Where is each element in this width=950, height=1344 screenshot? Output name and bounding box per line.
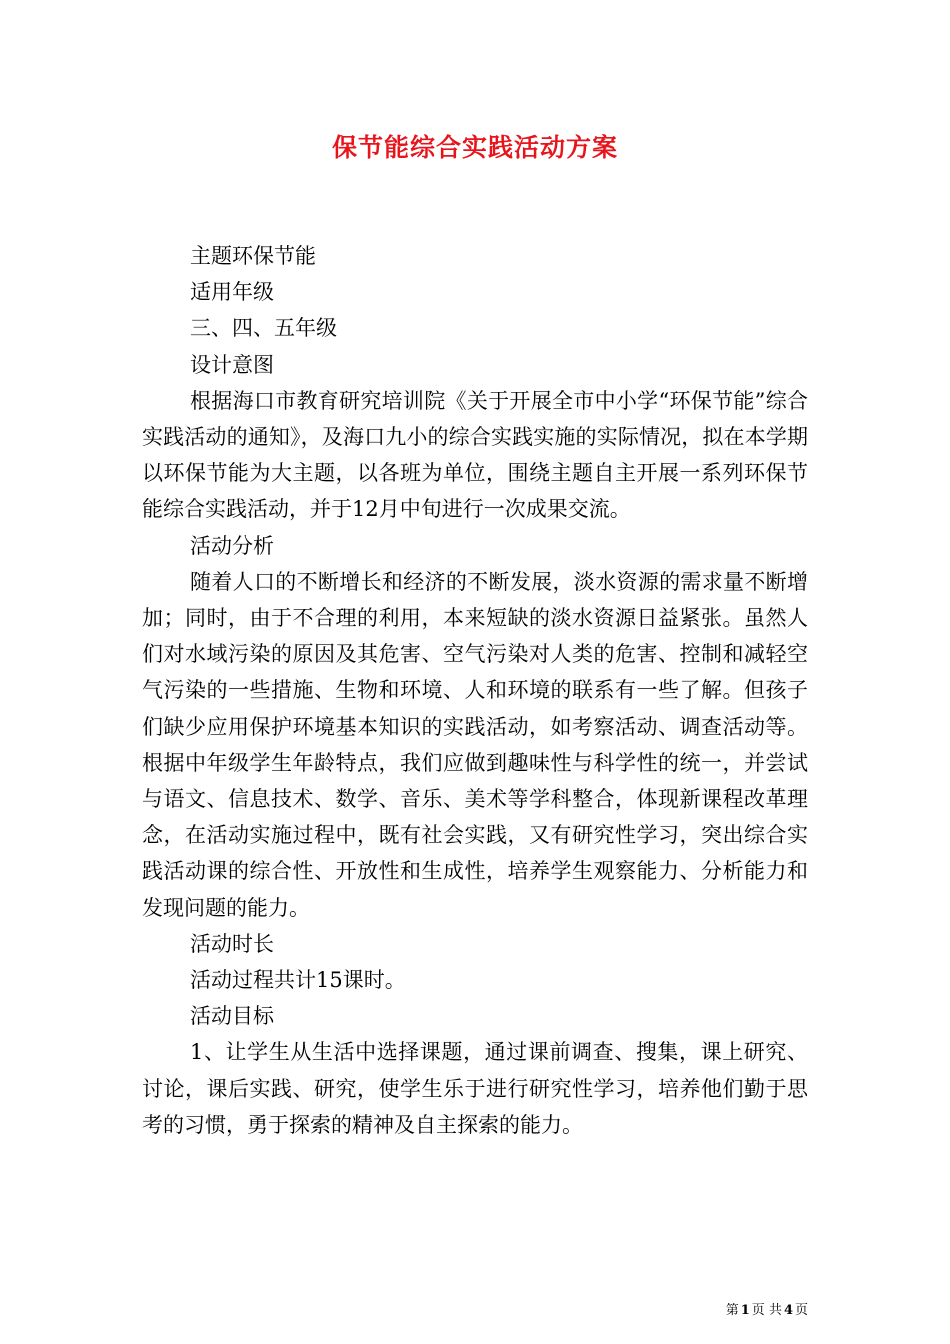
paragraph-duration-heading: 活动时长 (190, 931, 274, 956)
paragraph-design-intent: 根据海口市教育研究培训院《关于开展全市中小学“环保节能”综合实践活动的通知》，及海口九小的综合实践实施的实际情况，拟在本学期以环保节能为大主题，以各班为单位，围绕主题自主开展一系列环保节能综合实践活动，并于12月中旬进行一次成果交流。 (142, 388, 808, 522)
footer-page-number: 1 (740, 1303, 750, 1318)
footer-total-pages: 4 (783, 1303, 793, 1318)
paragraph-analysis-heading: 活动分析 (190, 533, 274, 558)
document-title: 保节能综合实践活动方案 (331, 133, 618, 162)
paragraph-duration: 活动过程共计15课时。 (190, 968, 406, 993)
page-footer (726, 1302, 808, 1320)
paragraph-analysis: 随着人口的不断增长和经济的不断发展，淡水资源的需求量不断增加；同时，由于不合理的利用，本来短缺的淡水资源日益紧张。虽然人们对水域污染的原因及其危害、空气污染对人类的危害、控制和减轻空气污染的一些措施、生物和环境、人和环境的联系有一些了解。但孩子们缺少应用保护环境基本知识的实践活动，如考察活动、调查活动等。根据中年级学生年龄特点，我们应做到趣味性与科学性的统一，并尝试与语文、信息技术、数学、音乐、美术等学科整合，体现新课程改革理念，在活动实施过程中，既有社会实践，又有研究性学习，突出综合实践活动课的综合性、开放性和生成性，培养学生观察能力、分析能力和发现问题的能力。 (142, 569, 808, 920)
footer-prefix: 第 (725, 1303, 739, 1318)
footer-middle: 页 共 (751, 1303, 782, 1318)
document-body (142, 238, 808, 1143)
paragraph-goal-1: 1、让学生从生活中选择课题，通过课前调查、搜集，课上研究、讨论，课后实践、研究，使学生乐于进行研究性学习，培养他们勤于思考的习惯，勇于探索的精神及自主探索的能力。 (142, 1040, 808, 1137)
footer-suffix: 页 (794, 1303, 808, 1318)
paragraph-theme: 主题环保节能 (190, 244, 316, 268)
paragraph-grade-heading: 适用年级 (190, 280, 274, 305)
paragraph-design-heading: 设计意图 (190, 352, 274, 377)
paragraph-goals-heading: 活动目标 (190, 1004, 274, 1029)
paragraph-grades: 三、四、五年级 (190, 316, 337, 341)
